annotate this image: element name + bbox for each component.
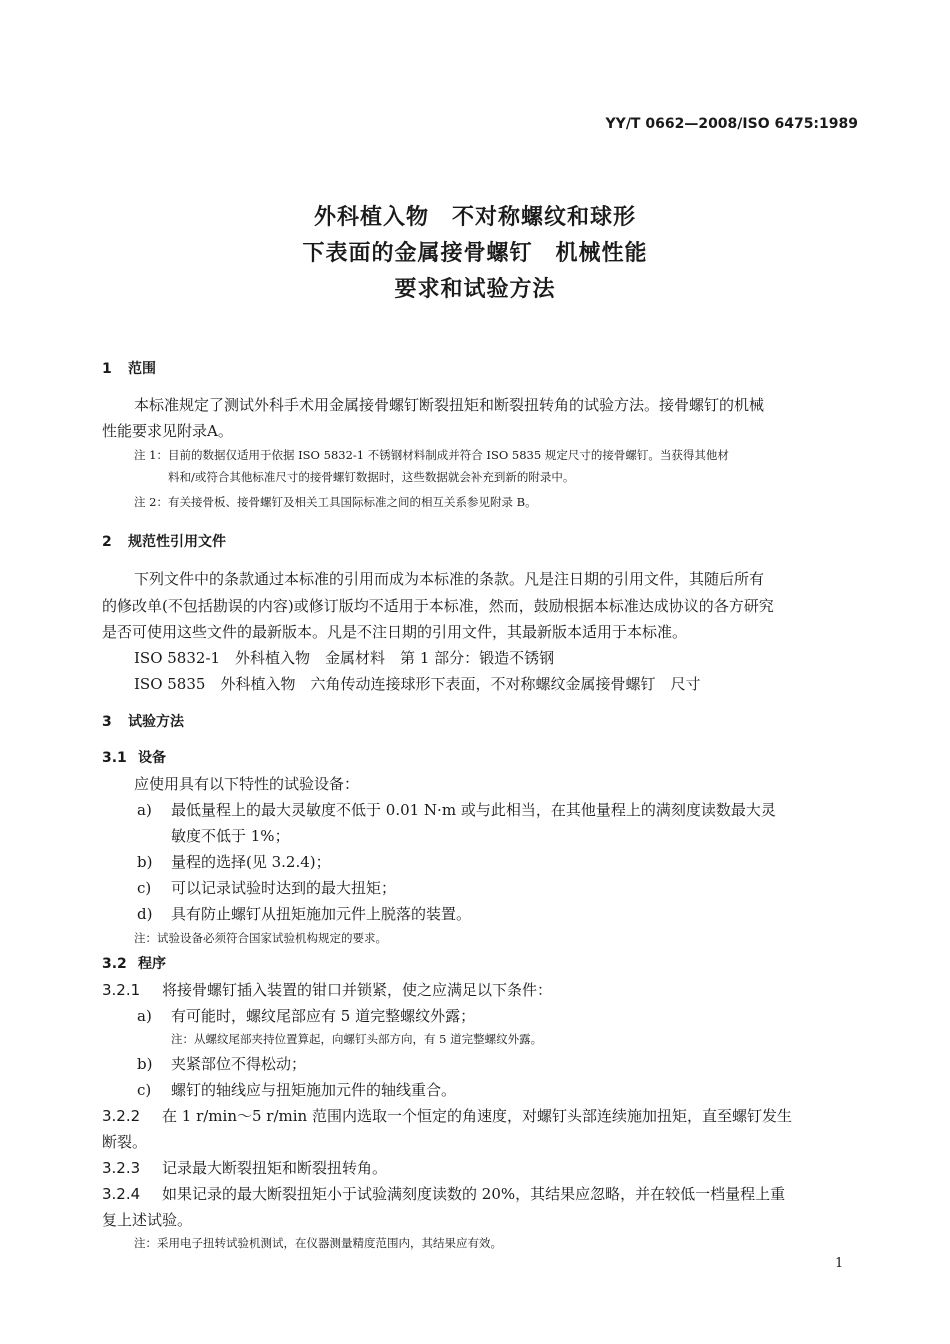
list-marker: d) bbox=[137, 905, 153, 923]
clause-text: 在 1 r/min～5 r/min 范围内选取一个恒定的角速度，对螺钉头部连续施加扭矩，直至螺钉发生 bbox=[162, 1107, 792, 1125]
list-marker: a) bbox=[137, 801, 152, 819]
list-item-text: 最低量程上的最大灵敏度不低于 0.01 N·m 或与此相当，在其他量程上的满刻度读数最大灵 bbox=[171, 801, 776, 819]
s1-note-1-line-1: 注 1：目前的数据仅适用于依据 ISO 5832-1 不锈钢材料制成并符合 ISO 5835 规定尺寸的接骨螺钉。当获得其他材 bbox=[134, 448, 729, 462]
clause-number: 3.2.3 bbox=[102, 1159, 141, 1177]
section-title: 规范性引用文件 bbox=[128, 534, 226, 550]
list-item-text: 夹紧部位不得松动； bbox=[171, 1055, 307, 1073]
s1-note-1-line-2: 料和/或符合其他标准尺寸的接骨螺钉数据时，这些数据就会补充到新的附录中。 bbox=[168, 470, 575, 484]
reference-iso-5832-1: ISO 5832-1 外科植入物 金属材料 第 1 部分：锻造不锈钢 bbox=[134, 649, 555, 667]
section-2-heading bbox=[102, 531, 226, 551]
list-item-text: 有可能时，螺纹尾部应有 5 道完整螺纹外露； bbox=[171, 1007, 476, 1025]
s1-note-2: 注 2：有关接骨板、接骨螺钉及相关工具国际标准之间的相互关系参见附录 B。 bbox=[134, 495, 537, 509]
list-item-text: 可以记录试验时达到的最大扭矩； bbox=[171, 879, 397, 897]
section-1-heading bbox=[102, 358, 156, 378]
s1-paragraph-line-1: 本标准规定了测试外科手术用金属接骨螺钉断裂扭矩和断裂扭转角的试验方法。接骨螺钉的机械 bbox=[134, 396, 765, 414]
list-item-a bbox=[137, 799, 776, 820]
list-item-d bbox=[137, 903, 471, 924]
list-marker: b) bbox=[137, 853, 153, 871]
list-item-text: 螺钉的轴线应与扭矩施加元件的轴线重合。 bbox=[171, 1081, 457, 1099]
section-3-heading bbox=[102, 711, 184, 731]
subsection-number: 3.1 bbox=[102, 750, 127, 766]
subsection-title: 设备 bbox=[138, 750, 166, 766]
section-title: 范围 bbox=[128, 361, 156, 377]
list-marker: c) bbox=[137, 879, 152, 897]
section-number: 3 bbox=[102, 714, 112, 730]
section-number: 1 bbox=[102, 361, 112, 377]
list-item-b bbox=[137, 851, 331, 872]
subsection-number: 3.2 bbox=[102, 956, 127, 972]
page-number: 1 bbox=[835, 1256, 844, 1271]
subsection-title: 程序 bbox=[138, 956, 166, 972]
s31-intro: 应使用具有以下特性的试验设备： bbox=[134, 775, 360, 793]
clause-3-2-3 bbox=[102, 1157, 387, 1178]
clause-number: 3.2.4 bbox=[102, 1185, 141, 1203]
section-3-1-heading bbox=[102, 747, 166, 767]
clause-text: 将接骨螺钉插入装置的钳口并锁紧，使之应满足以下条件： bbox=[162, 981, 553, 999]
s2-paragraph-line-1: 下列文件中的条款通过本标准的引用而成为本标准的条款。凡是注日期的引用文件，其随后所有 bbox=[134, 570, 765, 588]
clause-3-2-4 bbox=[102, 1183, 785, 1204]
list-item-a-continued: 敏度不低于 1%； bbox=[171, 827, 290, 845]
procedure-item-c bbox=[137, 1079, 456, 1100]
procedure-item-a-note: 注：从螺纹尾部夹持位置算起，向螺钉头部方向，有 5 道完整螺纹外露。 bbox=[171, 1032, 543, 1046]
procedure-item-a bbox=[137, 1005, 475, 1026]
title-line-1: 外科植入物 不对称螺纹和球形 bbox=[313, 205, 636, 230]
s1-paragraph-line-2: 性能要求见附录A。 bbox=[102, 422, 233, 440]
list-item-text: 具有防止螺钉从扭矩施加元件上脱落的装置。 bbox=[171, 905, 472, 923]
section-3-2-heading bbox=[102, 953, 166, 973]
list-marker: a) bbox=[137, 1007, 152, 1025]
section-number: 2 bbox=[102, 534, 112, 550]
clause-3-2-2-continued: 断裂。 bbox=[102, 1133, 148, 1151]
clause-3-2-4-continued: 复上述试验。 bbox=[102, 1211, 193, 1229]
title-line-2: 下表面的金属接骨螺钉 机械性能 bbox=[302, 241, 648, 266]
standard-code: YY/T 0662—2008/ISO 6475:1989 bbox=[605, 116, 858, 132]
clause-3-2-2 bbox=[102, 1105, 792, 1126]
list-marker: b) bbox=[137, 1055, 153, 1073]
clause-number: 3.2.2 bbox=[102, 1107, 141, 1125]
s31-note: 注：试验设备必须符合国家试验机构规定的要求。 bbox=[134, 931, 387, 945]
list-marker: c) bbox=[137, 1081, 152, 1099]
section-title: 试验方法 bbox=[128, 714, 184, 730]
reference-iso-5835: ISO 5835 外科植入物 六角传动连接球形下表面，不对称螺纹金属接骨螺钉 尺寸 bbox=[134, 675, 701, 693]
list-item-c bbox=[137, 877, 396, 898]
clause-text: 记录最大断裂扭矩和断裂扭转角。 bbox=[162, 1159, 388, 1177]
list-item-text: 量程的选择(见 3.2.4)； bbox=[171, 853, 331, 871]
procedure-item-b bbox=[137, 1053, 306, 1074]
title-line-3: 要求和试验方法 bbox=[394, 277, 556, 302]
clause-3-2-1 bbox=[102, 979, 552, 1000]
clause-number: 3.2.1 bbox=[102, 981, 141, 999]
clause-text: 如果记录的最大断裂扭矩小于试验满刻度读数的 20%，其结果应忽略，并在较低一档量程上重 bbox=[162, 1185, 786, 1203]
s32-note: 注：采用电子扭转试验机测试，在仪器测量精度范围内，其结果应有效。 bbox=[134, 1236, 502, 1250]
s2-paragraph-line-3: 是否可使用这些文件的最新版本。凡是不注日期的引用文件，其最新版本适用于本标准。 bbox=[102, 623, 688, 641]
s2-paragraph-line-2: 的修改单(不包括勘误的内容)或修订版均不适用于本标准，然而，鼓励根据本标准达成协议的各方研究 bbox=[102, 597, 774, 615]
